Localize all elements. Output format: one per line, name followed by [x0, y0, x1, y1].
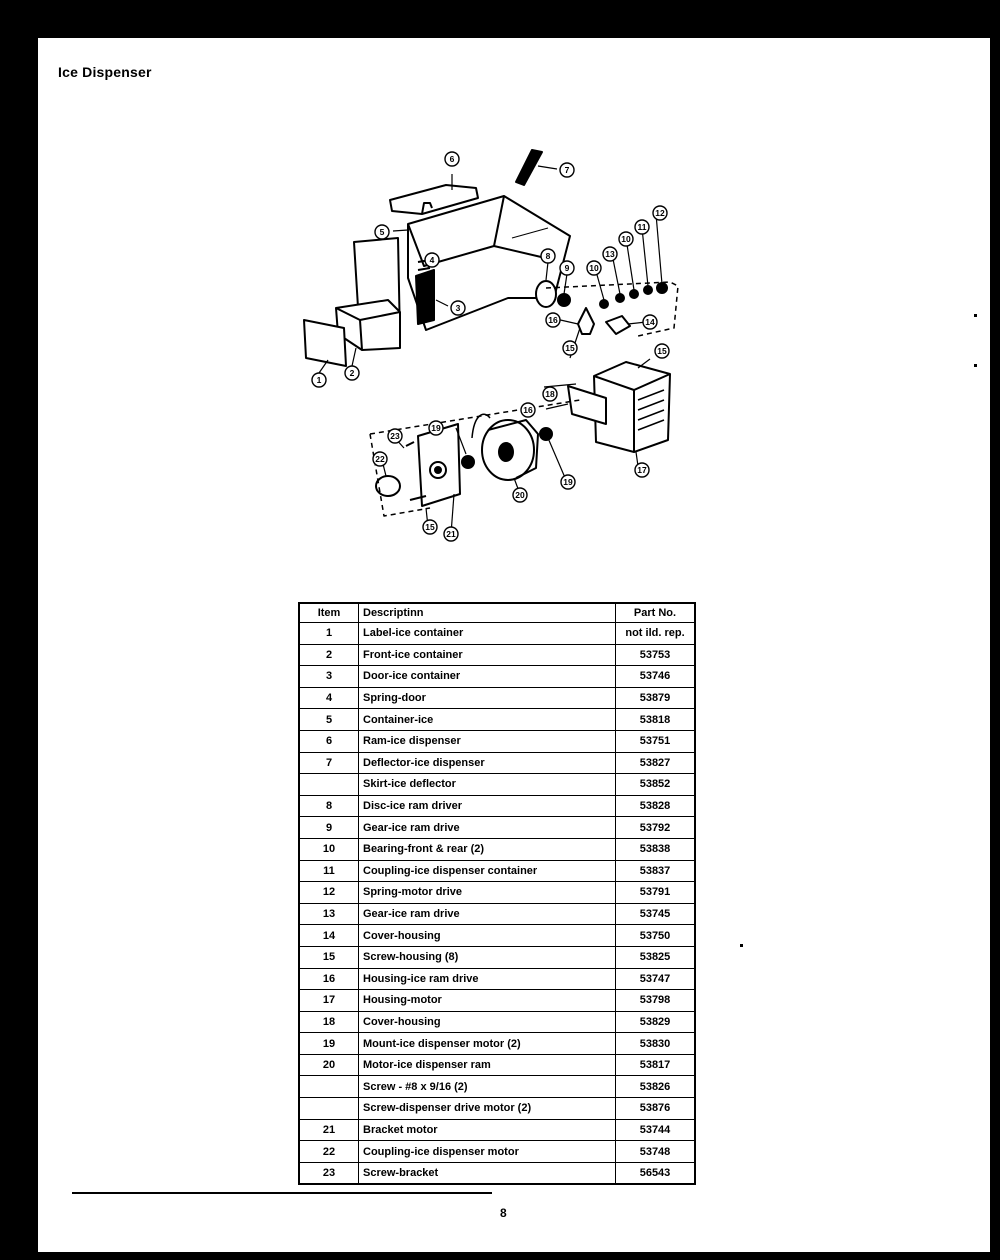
callout-label: 12 [655, 208, 665, 218]
part-number-cell: 53852 [616, 774, 696, 796]
callout-8 [541, 249, 555, 263]
table-row [299, 752, 695, 774]
table-row [299, 623, 695, 645]
description-cell: Screw-dispenser drive motor (2) [359, 1098, 616, 1120]
item-cell: 18 [299, 1011, 359, 1033]
item-cell [299, 1098, 359, 1120]
item-cell [299, 774, 359, 796]
gear-part [616, 294, 624, 302]
callout-10a [587, 261, 601, 275]
callout-5 [375, 225, 389, 239]
description-cell: Disc-ice ram driver [359, 795, 616, 817]
description-cell: Label-ice container [359, 623, 616, 645]
table-row [299, 1141, 695, 1163]
housing-ram-drive-part [578, 308, 594, 334]
mount-part [540, 428, 552, 440]
description-cell: Bearing-front & rear (2) [359, 838, 616, 860]
part-number-cell: 53829 [616, 1011, 696, 1033]
callout-15a [563, 341, 577, 355]
part-number-cell: 53828 [616, 795, 696, 817]
callout-13 [603, 247, 617, 261]
item-cell: 20 [299, 1054, 359, 1076]
table-row [299, 709, 695, 731]
scan-artifact [72, 1192, 492, 1194]
item-cell: 8 [299, 795, 359, 817]
part-number-cell: 56543 [616, 1162, 696, 1184]
door-part [416, 270, 434, 324]
description-cell: Spring-door [359, 687, 616, 709]
coupling-motor-part [376, 476, 400, 496]
callout-label: 16 [523, 405, 533, 415]
document-page [38, 38, 990, 1252]
item-cell: 12 [299, 882, 359, 904]
table-row [299, 882, 695, 904]
callout-label: 8 [545, 251, 551, 261]
part-number-cell: 53798 [616, 990, 696, 1012]
callout-3 [451, 301, 465, 315]
part-number-cell: 53750 [616, 925, 696, 947]
callout-19b [429, 421, 443, 435]
table-row [299, 774, 695, 796]
description-cell: Ram-ice dispenser [359, 730, 616, 752]
part-number-cell: 53879 [616, 687, 696, 709]
callout-1 [312, 373, 326, 387]
coupling-part [644, 286, 652, 294]
description-cell: Housing-motor [359, 990, 616, 1012]
callout-15c [423, 520, 437, 534]
item-cell: 16 [299, 968, 359, 990]
description-cell: Door-ice container [359, 666, 616, 688]
callout-label: 21 [446, 529, 456, 539]
table-row [299, 687, 695, 709]
part-number-cell: 53827 [616, 752, 696, 774]
callout-label: 3 [455, 303, 461, 313]
part-number-cell: 53792 [616, 817, 696, 839]
callout-9 [560, 261, 574, 275]
page-title: Ice Dispenser [58, 64, 152, 80]
part-number-cell: 53838 [616, 838, 696, 860]
scan-artifact [974, 314, 977, 317]
part-number-cell: 53876 [616, 1098, 696, 1120]
table-row [299, 968, 695, 990]
item-cell: 13 [299, 903, 359, 925]
item-cell: 7 [299, 752, 359, 774]
table-row [299, 1119, 695, 1141]
item-cell: 10 [299, 838, 359, 860]
column-header-part-number: Part No. [616, 603, 696, 623]
parts-table-body [299, 623, 695, 1185]
item-cell: 9 [299, 817, 359, 839]
description-cell: Mount-ice dispenser motor (2) [359, 1033, 616, 1055]
callout-11 [635, 220, 649, 234]
item-cell [299, 1076, 359, 1098]
label-part [304, 320, 346, 366]
callout-label: 19 [563, 477, 573, 487]
item-cell: 19 [299, 1033, 359, 1055]
bearing-part-2 [630, 290, 638, 298]
callout-label: 11 [637, 222, 647, 232]
part-number-cell: 53817 [616, 1054, 696, 1076]
callout-6 [445, 152, 459, 166]
callout-label: 20 [515, 490, 525, 500]
description-cell: Screw - #8 x 9/16 (2) [359, 1076, 616, 1098]
item-cell: 23 [299, 1162, 359, 1184]
description-cell: Screw-housing (8) [359, 946, 616, 968]
item-cell: 4 [299, 687, 359, 709]
item-cell: 21 [299, 1119, 359, 1141]
mount-part-2 [462, 456, 474, 468]
callout-label: 9 [564, 263, 570, 273]
table-row [299, 666, 695, 688]
description-cell: Motor-ice dispenser ram [359, 1054, 616, 1076]
part-number-cell: 53753 [616, 644, 696, 666]
callout-label: 16 [548, 315, 558, 325]
part-number-cell: 53791 [616, 882, 696, 904]
callout-label: 1 [316, 375, 322, 385]
part-number-cell: 53818 [616, 709, 696, 731]
callout-label: 5 [379, 227, 385, 237]
table-row [299, 990, 695, 1012]
table-row [299, 838, 695, 860]
callout-15b [655, 344, 669, 358]
callout-label: 6 [449, 154, 455, 164]
description-cell: Housing-ice ram drive [359, 968, 616, 990]
callout-19a [561, 475, 575, 489]
callout-10b [619, 232, 633, 246]
callout-label: 13 [605, 249, 615, 259]
table-row [299, 860, 695, 882]
table-row [299, 946, 695, 968]
callout-label: 10 [589, 263, 599, 273]
part-number-cell: 53830 [616, 1033, 696, 1055]
description-cell: Bracket motor [359, 1119, 616, 1141]
callout-20 [513, 488, 527, 502]
part-number-cell: 53747 [616, 968, 696, 990]
item-cell: 2 [299, 644, 359, 666]
table-row [299, 1076, 695, 1098]
item-cell: 5 [299, 709, 359, 731]
disc-ram-driver-part [536, 281, 556, 307]
item-cell: 22 [299, 1141, 359, 1163]
table-row [299, 730, 695, 752]
callout-22 [373, 452, 387, 466]
item-cell: 6 [299, 730, 359, 752]
callout-23 [388, 429, 402, 443]
callout-label: 18 [545, 389, 555, 399]
part-number-cell: 53746 [616, 666, 696, 688]
callout-label: 23 [390, 431, 400, 441]
callout-2 [345, 366, 359, 380]
spring-part [657, 283, 667, 293]
gear-ram-drive-part [558, 294, 570, 306]
part-number-cell: 53744 [616, 1119, 696, 1141]
scan-artifact [740, 944, 743, 947]
table-row [299, 1033, 695, 1055]
callout-17 [635, 463, 649, 477]
description-cell: Screw-bracket [359, 1162, 616, 1184]
cover-housing-part [606, 316, 630, 334]
table-row [299, 795, 695, 817]
item-cell: 3 [299, 666, 359, 688]
motor-shaft [499, 443, 513, 461]
description-cell: Coupling-ice dispenser container [359, 860, 616, 882]
callout-label: 7 [564, 165, 570, 175]
item-cell: 11 [299, 860, 359, 882]
description-cell: Gear-ice ram drive [359, 903, 616, 925]
part-number-cell: 53751 [616, 730, 696, 752]
item-cell: 15 [299, 946, 359, 968]
callout-label: 15 [565, 343, 575, 353]
table-row [299, 1011, 695, 1033]
column-header-item: Item [299, 603, 359, 623]
table-row [299, 1098, 695, 1120]
description-cell: Cover-housing [359, 925, 616, 947]
table-row [299, 925, 695, 947]
callout-label: 2 [349, 368, 355, 378]
description-cell: Cover-housing [359, 1011, 616, 1033]
table-row [299, 817, 695, 839]
callout-label: 4 [429, 255, 435, 265]
item-cell: 14 [299, 925, 359, 947]
item-cell: 1 [299, 623, 359, 645]
item-cell: 17 [299, 990, 359, 1012]
description-cell: Container-ice [359, 709, 616, 731]
callout-4 [425, 253, 439, 267]
callout-label: 17 [637, 465, 647, 475]
callout-14 [643, 315, 657, 329]
callout-7 [560, 163, 574, 177]
callout-label: 10 [621, 234, 631, 244]
screw-bracket-part [406, 442, 414, 446]
callout-18 [543, 387, 557, 401]
part-number-cell: 53825 [616, 946, 696, 968]
description-cell: Deflector-ice dispenser [359, 752, 616, 774]
callout-label: 15 [657, 346, 667, 356]
table-row [299, 1054, 695, 1076]
bracket-hole-inner [435, 467, 441, 473]
callout-label: 15 [425, 522, 435, 532]
exploded-parts-diagram [38, 38, 990, 598]
callout-12 [653, 206, 667, 220]
callout-label: 22 [375, 454, 385, 464]
table-row [299, 1162, 695, 1184]
callout-label: 14 [645, 317, 655, 327]
part-number-cell: 53745 [616, 903, 696, 925]
scan-artifact [974, 364, 977, 367]
table-row [299, 644, 695, 666]
part-number-cell: 53748 [616, 1141, 696, 1163]
description-cell: Front-ice container [359, 644, 616, 666]
callout-label: 19 [431, 423, 441, 433]
parts-table [298, 602, 696, 1185]
callout-16a [546, 313, 560, 327]
table-header-row [299, 603, 695, 623]
bearing-part [600, 300, 608, 308]
description-cell: Coupling-ice dispenser motor [359, 1141, 616, 1163]
deflector-part [516, 150, 542, 185]
part-number-cell: 53826 [616, 1076, 696, 1098]
description-cell: Skirt-ice deflector [359, 774, 616, 796]
description-cell: Spring-motor drive [359, 882, 616, 904]
page-number: 8 [500, 1206, 507, 1220]
description-cell: Gear-ice ram drive [359, 817, 616, 839]
part-number-cell: not ild. rep. [616, 623, 696, 645]
column-header-description: Descriptinn [359, 603, 616, 623]
table-row [299, 903, 695, 925]
callout-21 [444, 527, 458, 541]
callout-16b [521, 403, 535, 417]
part-number-cell: 53837 [616, 860, 696, 882]
dashed-assembly-line-2 [370, 400, 580, 516]
